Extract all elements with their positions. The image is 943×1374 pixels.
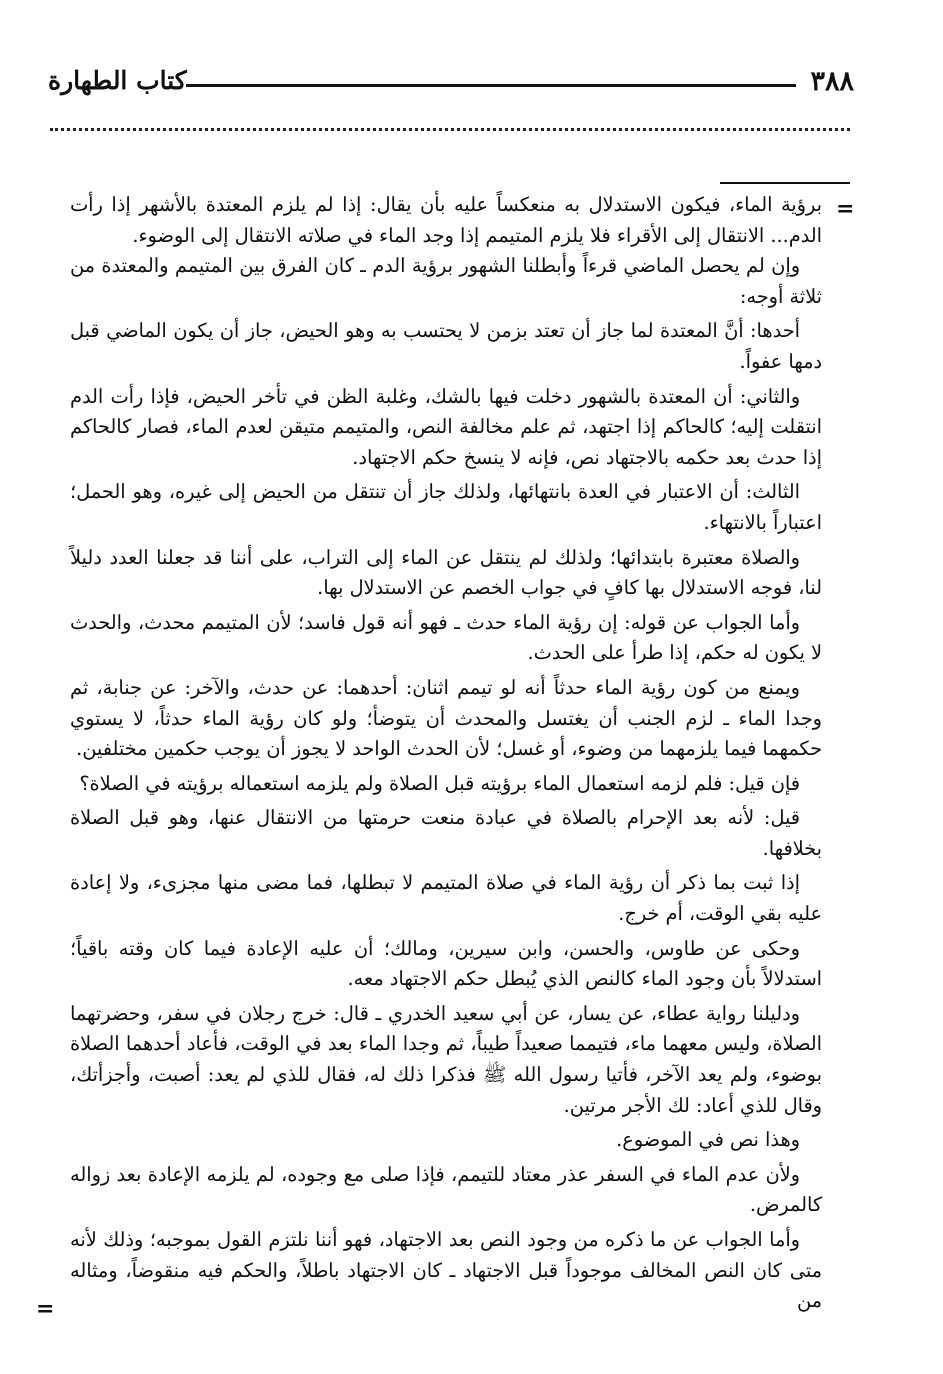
header-rule — [186, 84, 796, 87]
continuation-mark-bottom: = — [36, 1296, 55, 1322]
book-title: كتاب الطهارة — [48, 66, 187, 95]
paragraph-4: والثاني: أن المعتدة بالشهور دخلت فيها بالشك، وغلبة الظن في تأخر الحيض، فإذا رأت الدم انتقلت إليه؛ كالحاكم إذا اجتهد، ثم علم مخالفة النص، والمتيمم متيقن لعدم الماء، فصار كالحاكم إذا حدث بعد حكمه بالاجتهاد نص، فإنه لا ينسخ حكم الاجتهاد. — [70, 384, 822, 469]
paragraph-8: ويمنع من كون رؤية الماء حدثاً أنه لو تيمم اثنان: أحدهما: عن حدث، والآخر: عن جنابة، ثم وجدا الماء ـ لزم الجنب أن يغتسل والمحدث أن يتوضأ؛ ولو كان رؤية الماء حدثاً، لا يستوي حكمهما فيما يلزمهما من وضوء، أو غسل؛ لأن الحدث الواحد لا يجوز أن يوجب حكمين مختلفين. — [70, 675, 822, 761]
paragraph-14: وهذا نص في الموضوع. — [616, 1128, 800, 1152]
paragraph-9: فإن قيل: فلم لزمه استعمال الماء برؤيته قبل الصلاة ولم يلزمه استعماله برؤيته في الصلاة؟ — [79, 771, 800, 795]
footnote-body — [70, 190, 822, 1317]
dotted-separator — [50, 128, 850, 131]
paragraph-1: برؤية الماء، فيكون الاستدلال به منعكساً عليه بأن يقال: إذا لم يلزم المعتدة بالأشهر إذا رأت الدم... الانتقال إلى الأقراء فلا يلزم المتيمم إذا وجد الماء في صلاته الانتقال إلى الوضوء. — [70, 193, 822, 247]
paragraph-3: أحدها: أنَّ المعتدة لما جاز أن تعتد بزمن لا يحتسب به وهو الحيض، جاز أن يكون الماضي قبل دمها عفواً. — [70, 319, 822, 373]
paragraph-5: الثالث: أن الاعتبار في العدة بانتهائها، ولذلك جاز أن تنتقل من الحيض إلى غيره، وهو الحمل؛ اعتباراً بالانتهاء. — [70, 480, 822, 534]
page-header — [48, 60, 854, 100]
paragraph-12: وحكى عن طاوس، والحسن، وابن سيرين، ومالك؛ أن عليه الإعادة فيما كان وقته باقياً؛ استدلالاً بأن وجود الماء كالنص الذي يُبطل حكم الاجتهاد معه. — [70, 936, 822, 991]
paragraph-11: إذا ثبت بما ذكر أن رؤية الماء في صلاة المتيمم لا تبطلها، فما مضى منها مجزىء، ولا إعادة عليه بقي الوقت، أم خرج. — [70, 871, 822, 926]
page-number: ٣٨٨ — [810, 66, 854, 97]
paragraph-6: والصلاة معتبرة بابتدائها؛ ولذلك لم ينتقل عن الماء إلى التراب، على أننا قد جعلنا العدد دليلاً لنا، فوجه الاستدلال بها كافٍ في جواب الخصم عن الاستدلال بها. — [70, 545, 822, 600]
paragraph-15: ولأن عدم الماء في السفر عذر معتاد للتيمم، فإذا صلى مع وجوده، لم يلزمه الإعادة بعد زواله كالمرض. — [70, 1162, 822, 1217]
paragraph-2: وإن لم يحصل الماضي قرءاً وأبطلنا الشهور برؤية الدم ـ كان الفرق بين المتيمم والمعتدة من ثلاثة أوجه: — [70, 254, 822, 308]
paragraph-7: وأما الجواب عن قوله: إن رؤية الماء حدث ـ فهو أنه قول فاسد؛ لأن المتيمم محدث، والحدث لا يكون له حكم، إذا طرأ على الحدث. — [70, 610, 822, 665]
paragraph-16: وأما الجواب عن ما ذكره من وجود النص بعد الاجتهاد، فهو أننا نلتزم القول بموجبه؛ وذلك لأنه متى كان النص المخالف موجوداً قبل الاجتهاد ـ كان الاجتهاد باطلاً، والحكم فيه منقوضاً، ومثاله من — [70, 1228, 822, 1313]
paragraph-13: ودليلنا رواية عطاء، عن يسار، عن أبي سعيد الخدري ـ قال: خرج رجلان في سفر، وحضرتهما الصلاة، وليس معهما ماء، فتيمما صعيداً طيباً، ثم وجدا الماء بعد في الوقت، فأعاد أحدهما الصلاة بوضوء، ولم يعد الآخر، فأتيا رسول الله ﷺ فذكرا ذلك له، فقال للذي لم يعد: أصبت، وأجزأتك، وقال للذي أعاد: لك الأجر مرتين. — [70, 1001, 822, 1117]
footnote-rule — [720, 182, 850, 184]
continuation-mark-top: = — [836, 196, 855, 222]
paragraph-10: قيل: لأنه بعد الإحرام بالصلاة في عبادة منعت حرمتها من الانتقال عنها، وهو قبل الصلاة بخلافها. — [70, 806, 822, 860]
